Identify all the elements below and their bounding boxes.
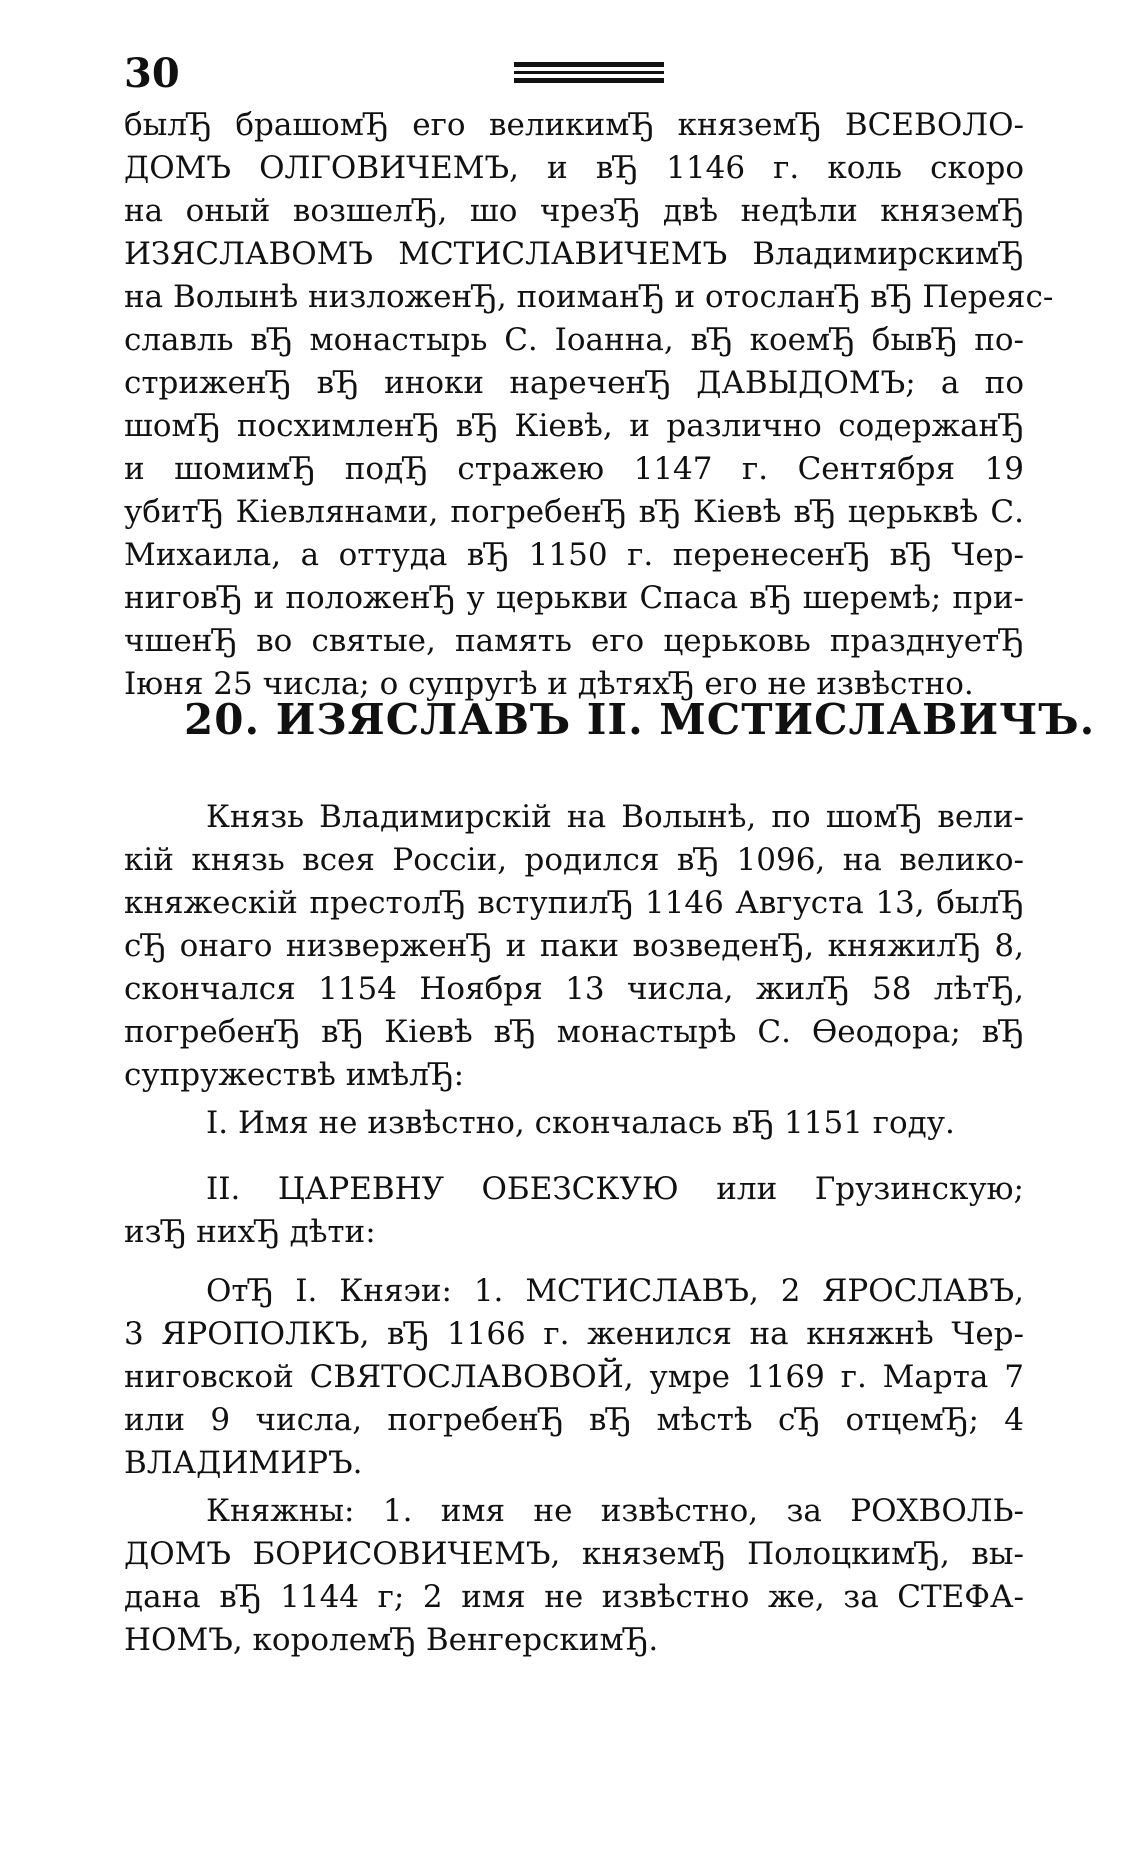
text-line: ниговской СВЯТОСЛАВОВОЙ, умре 1169 г. Марта 7 bbox=[124, 1359, 1024, 1395]
text-line: НОМЪ, королемЂ ВенгерскимЂ. bbox=[124, 1622, 659, 1658]
text-line: II. ЦАРЕВНУ ОБЕЗСКУЮ или Грузинскую; bbox=[206, 1171, 1024, 1207]
children-entry bbox=[124, 1270, 1024, 1485]
page-number: 30 bbox=[124, 50, 180, 97]
text-line: супружествѣ имѣлЂ: bbox=[124, 1057, 465, 1093]
text-line: кій князь всея Россіи, родился вЂ 1096, на велико- bbox=[124, 842, 1024, 878]
text-line: княжескій престолЂ вступилЂ 1146 Августа 13, былЂ bbox=[124, 885, 1024, 921]
text-line: стриженЂ вЂ иноки нареченЂ ДАВЫДОМЪ; а по bbox=[124, 365, 1024, 401]
text-line: на Волынѣ низложенЂ, поиманЂ и отосланЂ вЂ Переяс- bbox=[124, 279, 1054, 315]
spouse-entry-2 bbox=[124, 1168, 1024, 1254]
text-line: I. Имя не извѣстно, скончалась вЂ 1151 году. bbox=[206, 1105, 955, 1141]
text-line: ОтЂ I. Княэи: 1. МСТИСЛАВЪ, 2 ЯРОСЛАВЪ, bbox=[206, 1273, 1024, 1309]
text-line: ниговЂ и положенЂ у церькви Спаса вЂ шеремѣ; при- bbox=[124, 580, 1024, 616]
text-line: скончался 1154 Ноября 13 числа, жилЂ 58 лѣтЂ, bbox=[124, 971, 1024, 1007]
text-line: убитЂ Кіевлянами, погребенЂ вЂ Кіевѣ вЂ церьквѣ С. bbox=[124, 494, 1024, 530]
text-line: на оный возшелЂ, шо чрезЂ двѣ недѣли княземЂ bbox=[124, 193, 1024, 229]
biography-paragraph bbox=[124, 796, 1024, 1097]
text-line: чшенЂ во святые, память его церьковь празднуетЂ bbox=[124, 623, 1024, 659]
page-header bbox=[124, 44, 1024, 104]
spouse-entry-1 bbox=[124, 1102, 1024, 1145]
text-line: былЂ брашомЂ его великимЂ княземЂ ВСЕВОЛО- bbox=[124, 107, 1024, 143]
header-ornament bbox=[514, 62, 664, 82]
text-line: 3 ЯРОПОЛКЪ, вЂ 1166 г. женился на княжнѣ Чер- bbox=[124, 1316, 1024, 1352]
text-line: Михаила, а оттуда вЂ 1150 г. перенесенЂ вЂ Чер- bbox=[124, 537, 1024, 573]
text-line: Князь Владимирскій на Волынѣ, по шомЂ вели- bbox=[206, 799, 1024, 835]
text-line: ВЛАДИМИРЪ. bbox=[124, 1445, 363, 1481]
text-line: ИЗЯСЛАВОМЪ МСТИСЛАВИЧЕМЪ ВладимирскимЂ bbox=[124, 236, 1024, 272]
text-line: и шомимЂ подЂ стражею 1147 г. Сентября 19 bbox=[124, 451, 1024, 487]
text-line: шомЂ посхимленЂ вЂ Кіевѣ, и различно содержанЂ bbox=[124, 408, 1024, 444]
text-line: ДОМЪ ОЛГОВИЧЕМЪ, и вЂ 1146 г. коль скоро bbox=[124, 150, 1024, 186]
text-line: ДОМЪ БОРИСОВИЧЕМЪ, княземЂ ПолоцкимЂ, вы- bbox=[124, 1536, 1024, 1572]
text-line: Княжны: 1. имя не извѣстно, за РОХВОЛЬ- bbox=[206, 1493, 1024, 1529]
princesses-entry bbox=[124, 1490, 1024, 1662]
text-line: дана вЂ 1144 г; 2 имя не извѣстно же, за СТЕФА- bbox=[124, 1579, 1024, 1615]
paragraph-continuation bbox=[124, 104, 1054, 706]
text-line: изЂ нихЂ дѣти: bbox=[124, 1214, 376, 1250]
text-line: погребенЂ вЂ Кіевѣ вЂ монастырѣ С. Өеодора; вЂ bbox=[124, 1014, 1024, 1050]
section-heading: 20. ИЗЯСЛАВЪ II. МСТИСЛАВИЧЪ. bbox=[184, 695, 1096, 744]
text-line: Іюня 25 числа; о супругѣ и дѣтяхЂ его не извѣстно. bbox=[124, 666, 974, 702]
text-line: славль вЂ монастырь С. Іоанна, вЂ коемЂ бывЂ по- bbox=[124, 322, 1024, 358]
text-line: или 9 числа, погребенЂ вЂ мѣстѣ сЂ отцемЂ; 4 bbox=[124, 1402, 1024, 1438]
text-line: сЂ онаго низверженЂ и паки возведенЂ, княжилЂ 8, bbox=[124, 928, 1024, 964]
